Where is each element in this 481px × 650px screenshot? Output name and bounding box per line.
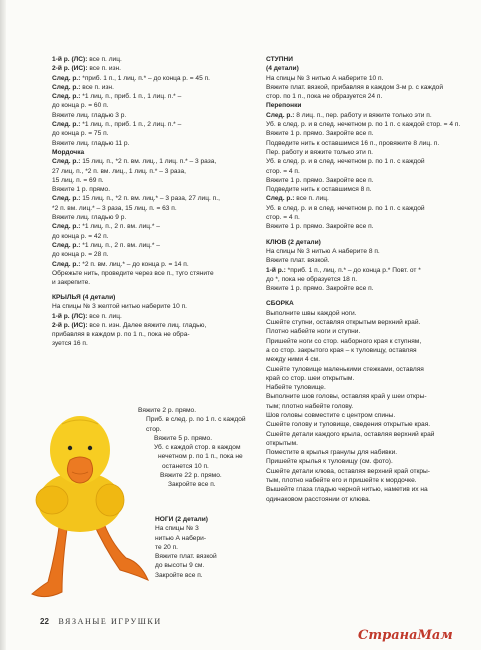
instruction-line: Уб. с каждой стор. в каждом xyxy=(154,444,241,452)
row-text: Обрежьте нить, проведите через все п., туго стяните xyxy=(52,269,214,277)
instruction-line xyxy=(52,74,257,83)
instruction-line xyxy=(52,55,257,64)
instruction-line xyxy=(52,176,257,185)
instruction-line xyxy=(266,74,471,83)
row-text: тым, плотно набейте его и пришейте к мордочке. xyxy=(266,477,417,485)
instruction-line xyxy=(155,543,217,552)
row-text: а со стор. закрытого края – к туловищу, оставляя xyxy=(266,346,417,354)
instruction-line xyxy=(52,302,206,311)
row-text: Вяжите плат. вязкой, прибавляя в каждом 3-м р. с каждой xyxy=(266,83,444,91)
row-label: След. р.: xyxy=(52,83,81,91)
instruction-line xyxy=(266,185,471,194)
row-text: Уб. в след. р. и в след. нечетном р. по 1 п. с каждой xyxy=(266,204,425,212)
row-text: все п. лиц. xyxy=(87,56,122,63)
legs-section xyxy=(155,515,217,580)
instruction-line xyxy=(266,176,471,185)
row-text: 15 лиц. п., *2 п. вм. лиц., 1 лиц. п.* – 3 раза, xyxy=(80,158,217,166)
row-text: На спицы № 3 нитью А наберите 8 п. xyxy=(266,247,380,255)
instruction-line xyxy=(266,392,471,401)
instruction-line xyxy=(266,194,471,203)
row-text: Закройте все п. xyxy=(155,571,203,579)
row-text: все п. изн. xyxy=(80,83,114,91)
instruction-line xyxy=(266,346,471,355)
section-heading: Мордочка xyxy=(52,148,85,156)
row-text: 8 лиц. п., пер. работу и вяжите только эти п. xyxy=(294,111,432,119)
row-label: След. р.: xyxy=(266,111,295,119)
instruction-line xyxy=(52,312,206,321)
row-text: *приб. 1 п., 1 лиц. п.* – до конца р. = 45 п. xyxy=(80,74,211,82)
row-label: 2-й р. (ИС): xyxy=(52,321,88,329)
instruction-line xyxy=(266,148,471,157)
wings-section xyxy=(52,293,206,349)
instruction-line xyxy=(52,139,257,148)
row-text: стор. = 4 п. xyxy=(266,214,300,222)
row-text: *1 лиц. п., приб. 1 п., 1 лиц. п.* – xyxy=(80,93,182,101)
instruction-line xyxy=(155,571,217,580)
section-heading: КЛЮВ (2 детали) xyxy=(266,238,321,246)
row-text: все п. изн. xyxy=(87,65,122,73)
row-text: нитью А набери- xyxy=(155,534,207,542)
section-heading: Перепонки xyxy=(266,102,302,110)
row-text: между ними 4 см. xyxy=(266,356,321,364)
row-text: Вяжите 1 р. прямо. Закройте все п. xyxy=(266,176,374,184)
row-text: *1 лиц. п., приб. 1 п., 2 лиц. п.* – xyxy=(80,121,182,129)
row-text: стор. по 1 п., пока не образуется 24 п. xyxy=(266,93,383,101)
row-text: *1 лиц. п., 2 п. вм. лиц.* – xyxy=(80,223,160,231)
row-text: Вышейте глаза гладью черной нитью, наметив их на xyxy=(266,486,428,494)
instruction-line xyxy=(266,355,471,364)
instruction-line xyxy=(52,194,257,203)
instruction-line xyxy=(266,430,471,439)
section-heading: НОГИ (2 детали) xyxy=(155,516,208,523)
knitted-duck-photo xyxy=(22,402,152,602)
row-text: 27 лиц. п., *2 п. вм. лиц., 1 лиц. п.* – 3 раза, xyxy=(52,167,186,175)
row-text: до конца р. = 75 п. xyxy=(52,130,109,138)
row-text: тым; плотно набейте голову. xyxy=(266,402,354,410)
page-edge xyxy=(0,0,6,650)
row-label: 1-й р. (ЛС): xyxy=(52,56,88,63)
instruction-line xyxy=(52,278,257,287)
instruction-line xyxy=(266,129,471,138)
row-text: край со стор. шеи открытым. xyxy=(266,374,355,382)
instruction-line xyxy=(266,213,471,222)
row-text: все п. лиц. xyxy=(294,195,329,203)
row-text: Подведите нить к оставшимся 16 п., провяжите 8 лиц. п. xyxy=(266,139,440,147)
row-text: Плотно набейте ноги и ступни. xyxy=(266,328,361,336)
instruction-line xyxy=(52,222,257,231)
page-number: 22 xyxy=(40,617,49,626)
left-column xyxy=(52,55,257,287)
instruction-line: останется 10 п. xyxy=(162,462,209,470)
instruction-line xyxy=(266,222,471,231)
instruction-line xyxy=(52,339,206,348)
instruction-line xyxy=(266,383,471,392)
instruction-line xyxy=(266,266,471,275)
instruction-line xyxy=(52,92,257,101)
instruction-line: Закройте все п. xyxy=(168,481,216,489)
instruction-line xyxy=(266,327,471,336)
row-text: 15 лиц. п., *2 п. вм. лиц.* – 3 раза, 27 лиц. п., xyxy=(80,195,220,203)
instruction-line xyxy=(266,309,471,318)
row-text: Набейте туловище. xyxy=(266,384,326,392)
row-label: След. р.: xyxy=(52,74,81,82)
row-text: Вяжите 1 р. прямо. Закройте все п. xyxy=(266,285,374,293)
instruction-line xyxy=(52,213,257,222)
row-text: Пришейте крылья к туловищу (см. фото). xyxy=(266,458,393,466)
instruction-line xyxy=(155,534,217,543)
instruction-line xyxy=(52,232,257,241)
row-text: те 20 п. xyxy=(155,543,179,551)
instruction-line xyxy=(52,321,206,330)
row-text: Вяжите лиц. гладью 3 р. xyxy=(52,111,127,119)
instruction-line xyxy=(52,120,257,129)
row-text: Вяжите лиц. гладью 9 р. xyxy=(52,214,127,222)
row-text: Выполните шов головы, оставляя край у шеи откры- xyxy=(266,393,427,401)
row-text: все п. изн. Далее вяжите лиц. гладью, xyxy=(87,321,207,329)
row-text: Сшейте туловище маленькими стежками, оставляя xyxy=(266,365,424,373)
instruction-line: Вяжите 22 р. прямо. xyxy=(160,472,222,480)
row-text: и закрепите. xyxy=(52,279,91,287)
row-text: *2 п. вм. лиц.* – до конца р. = 14 п. xyxy=(80,260,189,268)
instruction-line xyxy=(52,204,257,213)
row-text: Сшейте ступни, оставляя открытым верхний край. xyxy=(266,319,421,327)
instruction-line xyxy=(266,111,471,120)
row-label: След. р.: xyxy=(52,260,81,268)
book-title: ВЯЗАНЫЕ ИГРУШКИ xyxy=(58,617,162,626)
row-text: Вяжите плат. вязкой xyxy=(155,553,217,561)
row-text: прибавляя в каждом р. по 1 п., пока не обра- xyxy=(52,331,190,339)
instruction-line xyxy=(52,250,257,259)
row-text: до конца р. = 28 п. xyxy=(52,251,109,259)
row-text: до конца р. = 42 п. xyxy=(52,232,109,240)
instruction-line xyxy=(266,402,471,411)
row-text: Вяжите плат. вязкой. xyxy=(266,257,330,265)
instruction-line xyxy=(52,241,257,250)
instruction-line xyxy=(52,83,257,92)
row-text: Сшейте голову и туловище, сведения открытые края. xyxy=(266,421,431,429)
instruction-line: Приб. в след. р. по 1 п. с каждой xyxy=(146,416,246,424)
instruction-line xyxy=(266,256,471,265)
instruction-line xyxy=(266,275,471,284)
row-text: На спицы № 3 нитью А наберите 10 п. xyxy=(266,74,384,82)
instruction-line xyxy=(266,476,471,485)
instruction-line xyxy=(52,129,257,138)
instruction-line xyxy=(266,83,471,92)
instruction-line xyxy=(266,157,471,166)
instruction-line xyxy=(52,101,257,110)
row-text: до высоты 9 см. xyxy=(155,562,205,570)
instruction-line xyxy=(52,167,257,176)
instruction-line xyxy=(266,318,471,327)
row-label: След. р.: xyxy=(52,121,81,129)
instruction-line xyxy=(52,157,257,166)
row-text: Поместите в крылья гранулы для набивки. xyxy=(266,449,398,457)
instruction-line xyxy=(266,92,471,101)
row-label: 1-й р. (ЛС): xyxy=(52,312,88,320)
section-heading: СБОРКА xyxy=(266,300,294,308)
row-label: След. р.: xyxy=(52,241,81,249)
instruction-line xyxy=(266,337,471,346)
row-text: *2 п. вм. лиц.* – 3 раза, 15 лиц. п. = 63 п. xyxy=(52,204,177,212)
row-text: 15 лиц. п. = 69 п. xyxy=(52,176,104,184)
instruction-line xyxy=(52,185,257,194)
instruction-line xyxy=(52,330,206,339)
instruction-line xyxy=(266,247,471,256)
instruction-line xyxy=(266,365,471,374)
instruction-line xyxy=(266,167,471,176)
instruction-line xyxy=(266,485,471,494)
row-label: След. р.: xyxy=(52,158,81,166)
instruction-line xyxy=(52,64,257,73)
row-text: Уб. в след. р. и в след. нечетном р. по 1 п. с каждой xyxy=(266,158,425,166)
instruction-line xyxy=(52,111,257,120)
instruction-line xyxy=(155,561,217,570)
instruction-line xyxy=(266,439,471,448)
row-text: Вяжите лиц. гладью 11 р. xyxy=(52,139,130,147)
row-text: Пришейте ноги со стор. наборного края к ступням, xyxy=(266,337,422,345)
row-label: След. р.: xyxy=(52,93,81,101)
instruction-line xyxy=(155,552,217,561)
row-text: одинаковом расстоянии от клюва. xyxy=(266,495,371,503)
row-text: Вяжите 1 р. прямо. xyxy=(52,186,111,194)
instruction-line: Вяжите 5 р. прямо. xyxy=(154,434,213,442)
row-text: На спицы № 3 желтой нитью наберите 10 п. xyxy=(52,303,187,311)
instruction-line: нечетном р. по 1 п., пока не xyxy=(158,453,243,461)
section-heading: СТУПНИ xyxy=(266,56,293,63)
row-text: Шов головы совместите с центром спины. xyxy=(266,411,396,419)
row-text: Выполните швы каждой ноги. xyxy=(266,309,357,317)
instruction-line xyxy=(266,495,471,504)
row-text: *приб. 1 п., лиц. п.* – до конца р.* Повт. от * xyxy=(285,266,421,274)
row-label: След. р.: xyxy=(52,223,81,231)
instruction-line xyxy=(155,524,217,533)
site-watermark: СтранаМам xyxy=(358,628,453,643)
instruction-line xyxy=(266,420,471,429)
instruction-line xyxy=(266,374,471,383)
row-text: Уб. в след. р. и в след. нечетном р. по 1 п. с каждой стор. = 4 п. xyxy=(266,121,461,129)
row-text: Вяжите 1 р. прямо. Закройте все п. xyxy=(266,130,374,138)
row-label: 2-й р. (ИС): xyxy=(52,65,88,73)
row-text: до *, пока не образуется 18 п. xyxy=(266,275,358,283)
section-heading: КРЫЛЬЯ (4 детали) xyxy=(52,294,116,301)
instruction-line xyxy=(52,269,257,278)
row-text: На спицы № 3 xyxy=(155,525,199,533)
instruction-line xyxy=(266,457,471,466)
instruction-line: Вяжите 2 р. прямо. xyxy=(138,407,197,414)
instruction-line xyxy=(266,120,471,129)
row-text: стор. = 4 п. xyxy=(266,167,300,175)
row-label: 1-й р.: xyxy=(266,266,286,274)
row-text: все п. лиц. xyxy=(87,312,122,320)
instruction-line: стор. xyxy=(146,425,162,433)
instruction-line xyxy=(266,139,471,148)
instruction-line xyxy=(266,467,471,476)
instruction-line xyxy=(266,284,471,293)
instruction-line xyxy=(52,260,257,269)
section-heading: (4 детали) xyxy=(266,65,299,73)
row-label: След. р.: xyxy=(52,195,81,203)
instruction-line xyxy=(266,448,471,457)
row-text: Сшейте детали каждого крыла, оставляя верхний край xyxy=(266,430,435,438)
row-text: открытым. xyxy=(266,439,298,447)
row-text: Подведите нить к оставшимся 8 п. xyxy=(266,186,372,194)
row-text: зуется 16 п. xyxy=(52,340,88,348)
row-text: Сшейте детали клюва, оставляя верхний край откры- xyxy=(266,467,430,475)
instruction-line xyxy=(266,411,471,420)
row-text: Вяжите 1 р. прямо. Закройте все п. xyxy=(266,223,374,231)
row-text: *1 лиц. п., 2 п. вм. лиц.* – xyxy=(80,241,160,249)
page-footer xyxy=(40,617,162,626)
row-text: Пер. работу и вяжите только эти п. xyxy=(266,148,374,156)
row-text: до конца р. = 60 п. xyxy=(52,102,109,110)
right-column xyxy=(266,55,471,504)
instruction-line xyxy=(266,204,471,213)
wings-continued xyxy=(138,406,246,490)
row-label: След. р.: xyxy=(266,195,295,203)
